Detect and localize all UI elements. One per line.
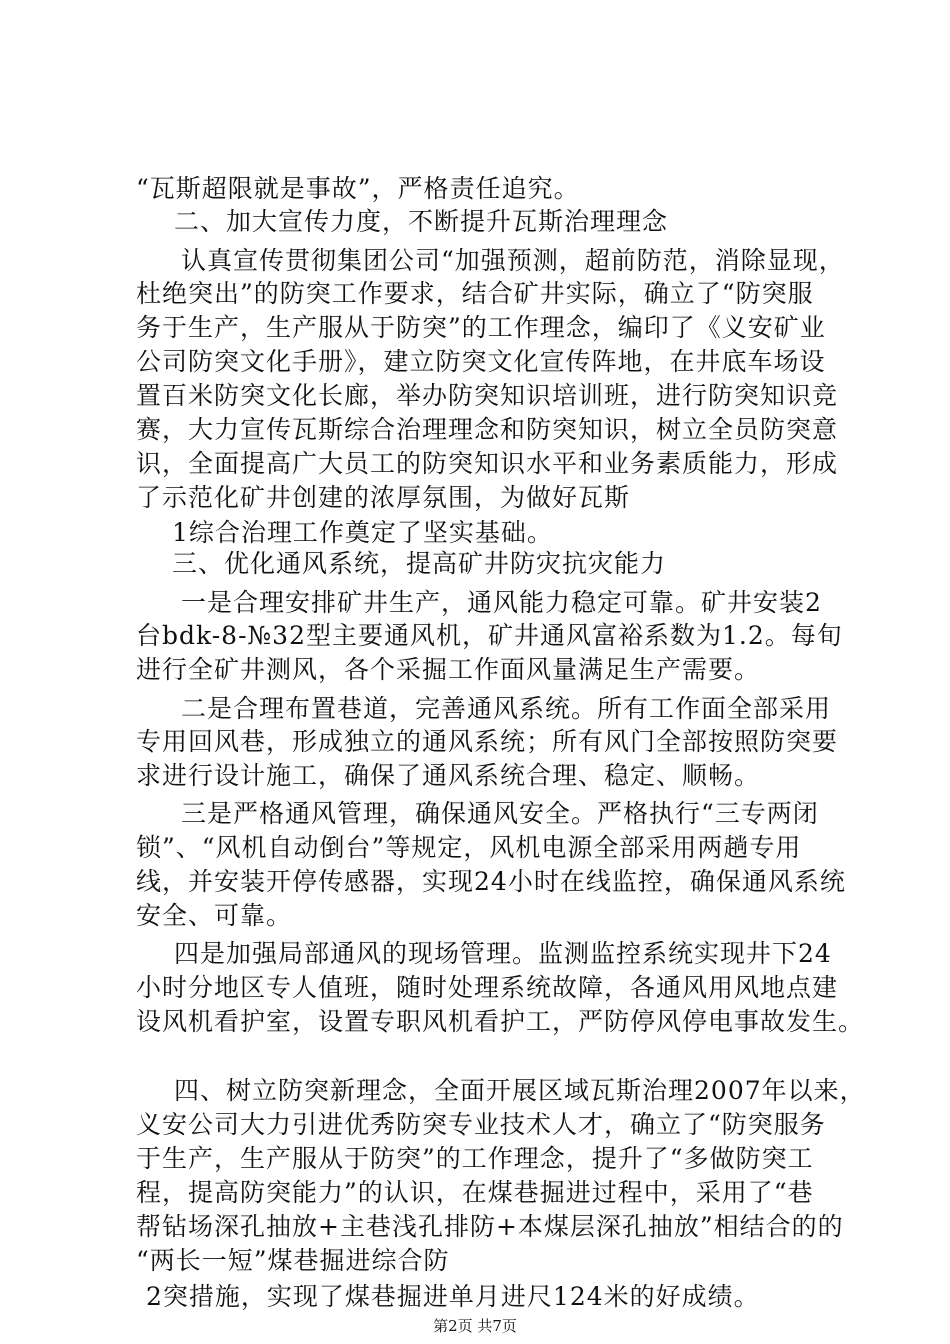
text-line: 线，并安装开停传感器，实现24小时在线监控，确保通风系统	[136, 867, 846, 896]
section-heading: 三、优化通风系统，提高矿井防灾抗灾能力	[172, 549, 667, 578]
text-line: 进行全矿井测风，各个采掘工作面风量满足生产需要。	[136, 655, 761, 684]
text-line: 程，提高防突能力”的认识，在煤巷掘进过程中，采用了“巷	[136, 1178, 814, 1207]
text-line: 小时分地区专人值班，随时处理系统故障，各通风用风地点建	[136, 973, 839, 1002]
text-line: 于生产，生产服从于防突”的工作理念，提升了“多做防突工	[136, 1144, 814, 1173]
text-line: “两长一短”煤巷掘进综合防	[136, 1246, 450, 1275]
text-line: 公司防突文化手册》，建立防突文化宣传阵地，在井底车场设	[136, 347, 826, 376]
text-line: “瓦斯超限就是事故”，严格责任追究。	[136, 174, 580, 203]
text-line: 安全、可靠。	[136, 901, 293, 930]
text-line: 求进行设计施工，确保了通风系统合理、稳定、顺畅。	[136, 761, 761, 790]
text-line: 置百米防突文化长廊，举办防突知识培训班，进行防突知识竞	[136, 381, 839, 410]
text-line: 识，全面提高广大员工的防突知识水平和业务素质能力，形成	[136, 449, 839, 478]
text-line: 赛，大力宣传瓦斯综合治理理念和防突知识，树立全员防突意	[136, 415, 839, 444]
text-line: 帮钻场深孔抽放+主巷浅孔排防+本煤层深孔抽放”相结合的的	[136, 1212, 844, 1241]
text-line: 二是合理布置巷道，完善通风系统。所有工作面全部采用	[181, 694, 832, 723]
text-line: 认真宣传贯彻集团公司“加强预测，超前防范，消除显现，	[181, 246, 845, 275]
text-line: 四是加强局部通风的现场管理。监测监控系统实现井下24	[174, 939, 832, 968]
page-footer: 第2页 共7页	[433, 1317, 517, 1335]
text-line: 专用回风巷，形成独立的通风系统；所有风门全部按照防突要	[136, 727, 839, 756]
text-line: 锁”、“风机自动倒台”等规定，风机电源全部采用两趟专用	[136, 833, 802, 862]
text-line: 义安公司大力引进优秀防突专业技术人才，确立了“防突服务	[136, 1110, 826, 1139]
text-line: 台bdk-8-№32型主要通风机，矿井通风富裕系数为1.2。每旬	[136, 621, 843, 650]
text-line: 一是合理安排矿井生产，通风能力稳定可靠。矿井安装2	[181, 588, 822, 617]
text-line: 1综合治理工作奠定了坚实基础。	[172, 518, 553, 547]
section-heading: 四、树立防突新理念，全面开展区域瓦斯治理2007年以来，	[174, 1076, 866, 1105]
section-heading: 二、加大宣传力度，不断提升瓦斯治理理念	[174, 207, 669, 236]
text-line: 设风机看护室，设置专职风机看护工，严防停风停电事故发生。	[136, 1007, 865, 1036]
text-line: 2突措施，实现了煤巷掘进单月进尺124米的好成绩。	[146, 1282, 760, 1311]
text-line: 杜绝突出”的防突工作要求，结合矿井实际，确立了“防突服	[136, 279, 814, 308]
text-line: 三是严格通风管理，确保通风安全。严格执行“三专两闭	[181, 799, 819, 828]
text-line: 了示范化矿井创建的浓厚氛围，为做好瓦斯	[136, 483, 631, 512]
text-line: 务于生产，生产服从于防突”的工作理念，编印了《义安矿业	[136, 313, 826, 342]
